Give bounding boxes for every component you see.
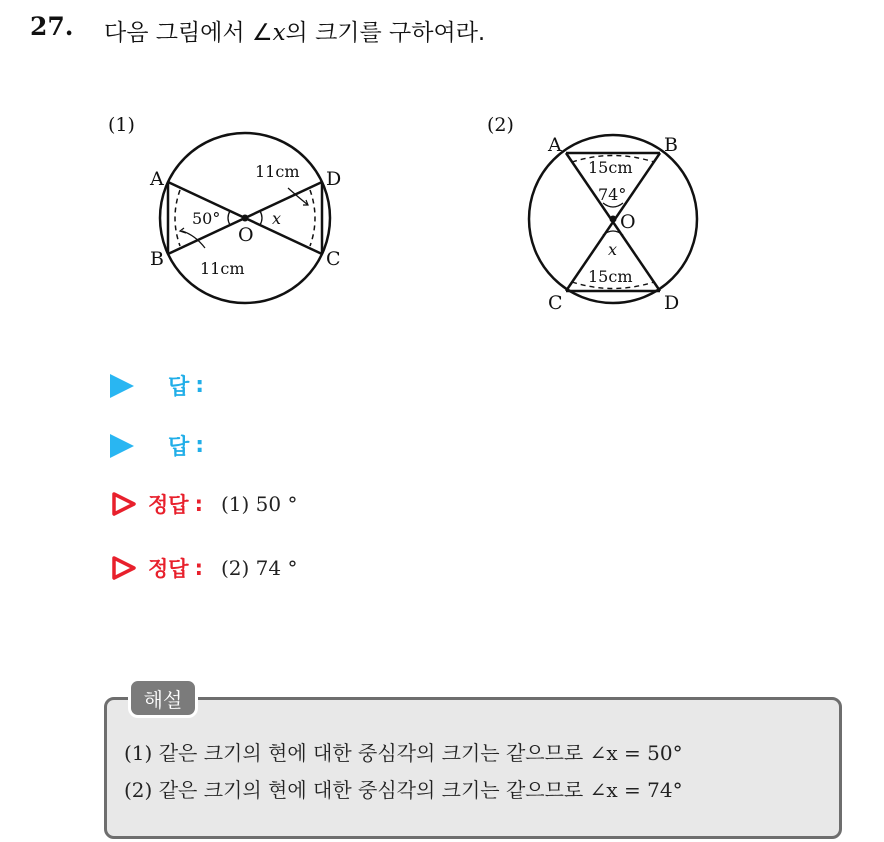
explanation-line-number: (2) xyxy=(124,778,153,802)
fig2-angle-unknown: x xyxy=(608,240,618,259)
fig1-angle-unknown: x xyxy=(272,209,282,228)
answer-label: 답 xyxy=(168,435,190,460)
correct-answer-colon: : xyxy=(194,556,203,580)
question-text xyxy=(104,14,485,47)
figure-2 xyxy=(480,105,720,320)
outline-arrow-icon xyxy=(110,554,138,582)
answer-row-2 xyxy=(110,430,204,461)
explanation-line-2 xyxy=(124,774,683,803)
question-number: 27. xyxy=(30,12,74,41)
answer-colon: : xyxy=(195,433,205,458)
figure-1 xyxy=(100,105,360,315)
question-text-after: 의 크기를 구하여라. xyxy=(285,20,486,46)
explanation-line-math: ∠x = 74° xyxy=(589,778,683,802)
correct-answer-label: 정답 xyxy=(148,557,189,581)
fig2-point-b: B xyxy=(664,134,678,156)
answer-colon: : xyxy=(195,373,205,398)
correct-answer-row-1 xyxy=(110,489,297,519)
explanation-box xyxy=(104,697,842,839)
fig2-point-c: C xyxy=(548,292,563,314)
explanation-line-text: 같은 크기의 현에 대한 중심각의 크기는 같으므로 xyxy=(152,778,590,802)
figure-2-label: (2) xyxy=(487,114,514,136)
fig1-chord-top-length: 11cm xyxy=(255,162,300,181)
explanation-line-math: ∠x = 50° xyxy=(589,741,683,765)
correct-answer-colon: : xyxy=(194,492,203,516)
fig1-point-c: C xyxy=(326,248,341,270)
answer-label: 답 xyxy=(168,375,190,400)
fig1-center-o: O xyxy=(238,224,254,246)
correct-answer-value: (2) 74 ° xyxy=(220,556,298,580)
outline-arrow-icon xyxy=(110,490,138,518)
fig2-angle-known: 74° xyxy=(598,185,627,204)
fig2-center-o: O xyxy=(620,211,636,233)
correct-answer-label: 정답 xyxy=(148,493,189,517)
fig2-point-d: D xyxy=(664,292,680,314)
question-variable: x xyxy=(272,20,286,46)
explanation-tab: 해설 xyxy=(128,678,198,718)
fig1-point-b: B xyxy=(150,248,164,270)
question-text-before: 다음 그림에서 xyxy=(104,20,252,46)
fig2-chord-top-length: 15cm xyxy=(588,158,633,177)
explanation-line-1 xyxy=(124,737,683,766)
angle-symbol: ∠ xyxy=(251,20,273,46)
figure-1-label: (1) xyxy=(108,114,135,136)
correct-answer-row-2 xyxy=(110,553,297,583)
explanation-line-text: 같은 크기의 현에 대한 중심각의 크기는 같으므로 xyxy=(152,741,590,765)
explanation-line-number: (1) xyxy=(124,741,153,765)
fig1-point-d: D xyxy=(326,168,342,190)
play-arrow-icon xyxy=(110,374,134,398)
play-arrow-icon xyxy=(110,434,134,458)
fig1-point-a: A xyxy=(150,168,164,190)
correct-answer-value: (1) 50 ° xyxy=(220,492,298,516)
fig2-chord-bottom-length: 15cm xyxy=(588,267,633,286)
fig1-angle-known: 50° xyxy=(192,209,221,228)
fig2-point-a: A xyxy=(548,134,562,156)
fig1-chord-bottom-length: 11cm xyxy=(200,259,245,278)
answer-row-1 xyxy=(110,370,204,401)
